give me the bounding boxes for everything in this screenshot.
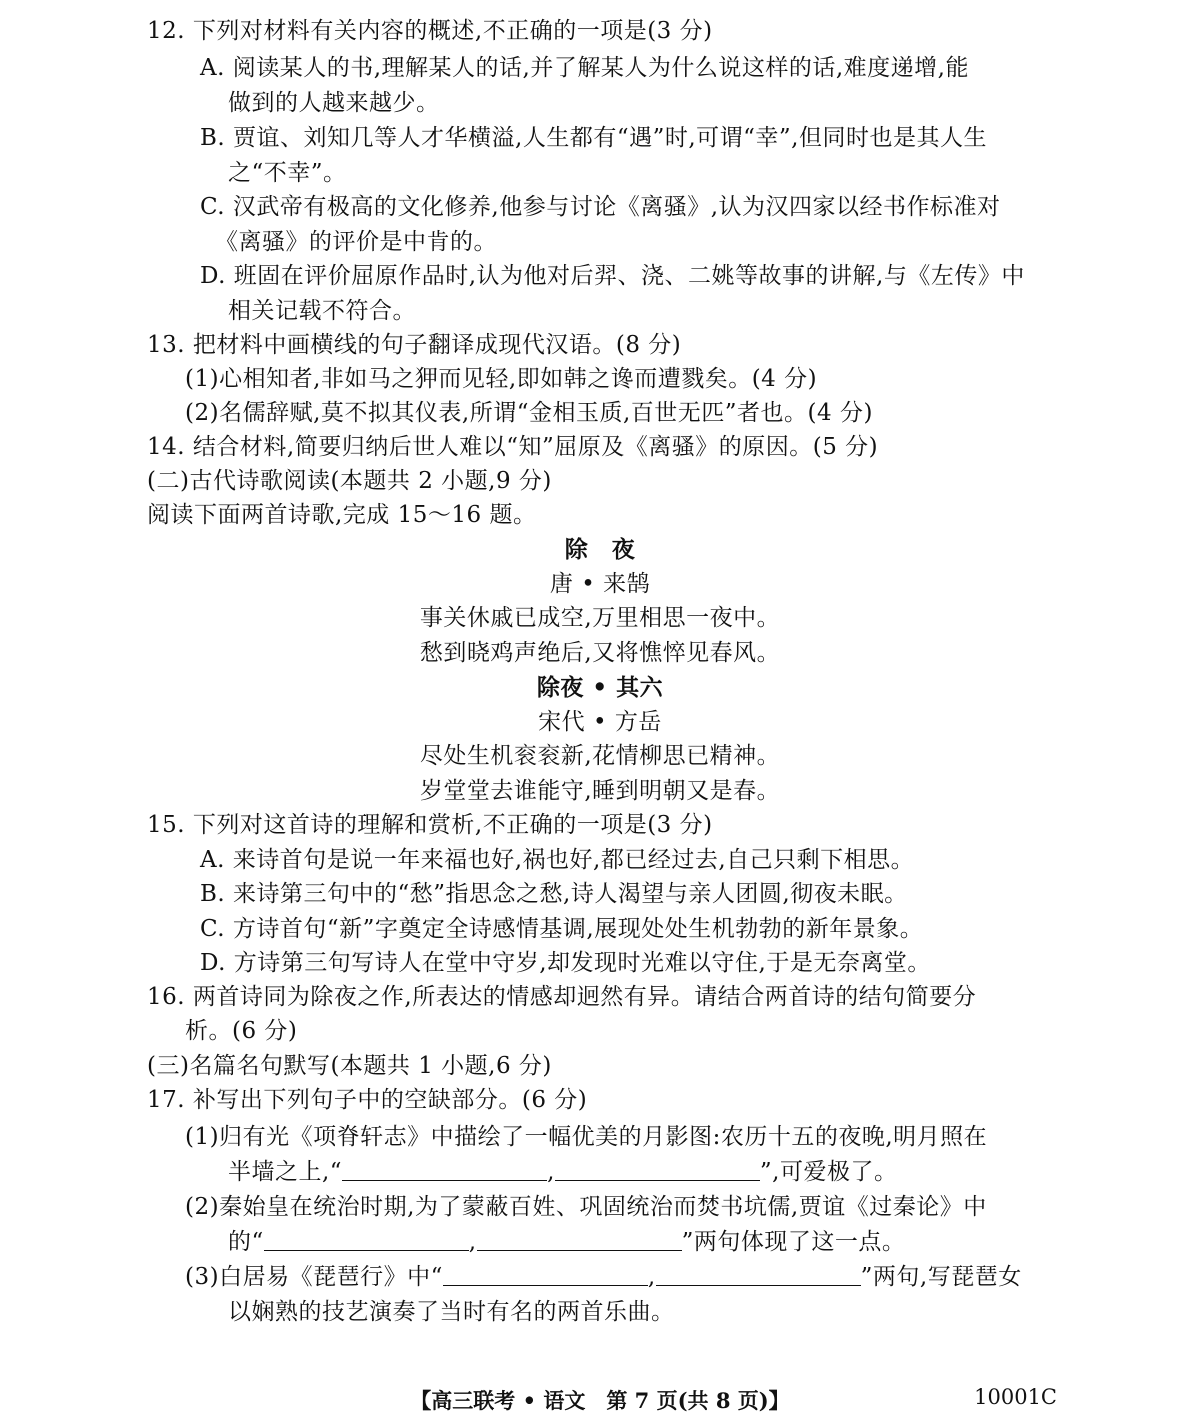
text-segment: (3)白居易《琵琶行》中“ <box>185 1264 443 1290</box>
q13-stem: 13. 把材料中画横线的句子翻译成现代汉语。(8 分) <box>147 332 682 358</box>
fill-blank[interactable] <box>264 1226 469 1251</box>
q15-option-c: C. 方诗首句“新”字奠定全诗感情基调,展现处处生机勃勃的新年景象。 <box>200 916 924 942</box>
q15-stem: 15. 下列对这首诗的理解和赏析,不正确的一项是(3 分) <box>147 812 713 838</box>
text-segment: , <box>547 1159 555 1185</box>
q12-option-b: B. 贾谊、刘知几等人才华横溢,人生都有“遇”时,可谓“幸”,但同时也是其人生 <box>200 125 987 151</box>
text-segment: 的“ <box>228 1229 264 1255</box>
q17-item-1: (1)归有光《项脊轩志》中描绘了一幅优美的月影图:农历十五的夜晚,明月照在 <box>185 1124 988 1150</box>
fill-blank[interactable] <box>477 1226 682 1251</box>
text-segment: , <box>468 1229 477 1255</box>
page-footer <box>0 1385 1200 1415</box>
q15-option-b: B. 来诗第三句中的“愁”指思念之愁,诗人渴望与亲人团圆,彻夜未眠。 <box>200 881 908 907</box>
footer-page-label: 【高三联考 • 语文 第 7 页(共 8 页)】 <box>410 1388 790 1413</box>
q15-option-a: A. 来诗首句是说一年来福也好,祸也好,都已经过去,自己只剩下相思。 <box>200 847 915 873</box>
poem-1-author: 唐 • 来鹄 <box>549 571 651 597</box>
q13-sentence-1: (1)心相知者,非如马之狎而见轻,即如韩之谗而遭戮矣。(4 分) <box>185 366 818 392</box>
q12-option-d-cont: 相关记载不符合。 <box>228 298 416 324</box>
q12-option-c-cont: 《离骚》的评价是中肯的。 <box>215 229 497 255</box>
section-2-heading: (二)古代诗歌阅读(本题共 2 小题,9 分) <box>147 468 552 494</box>
poem-1-line-1: 事关休戚已成空,万里相思一夜中。 <box>419 605 781 631</box>
q12-option-b-cont: 之“不幸”。 <box>228 160 347 186</box>
fill-blank[interactable] <box>342 1156 547 1181</box>
poem-1-line-2: 愁到晓鸡声绝后,又将憔悴见春风。 <box>419 640 781 666</box>
q17-item-3-cont: 以娴熟的技艺演奏了当时有名的两首乐曲。 <box>228 1299 675 1325</box>
text-segment: , <box>647 1264 656 1290</box>
section-2-instruction: 阅读下面两首诗歌,完成 15～16 题。 <box>147 502 537 528</box>
q16-stem-cont: 析。(6 分) <box>185 1018 298 1044</box>
q12-option-a: A. 阅读某人的书,理解某人的话,并了解某人为什么说这样的话,难度递增,能 <box>200 55 969 81</box>
fill-blank[interactable] <box>656 1261 861 1286</box>
q13-sentence-2: (2)名儒辞赋,莫不拟其仪表,所谓“金相玉质,百世无匹”者也。(4 分) <box>185 400 873 426</box>
poem-1-title: 除 夜 <box>564 536 636 563</box>
q17-item-2: (2)秦始皇在统治时期,为了蒙蔽百姓、巩固统治而焚书坑儒,贾谊《过秦论》中 <box>185 1194 987 1220</box>
q12-option-a-cont: 做到的人越来越少。 <box>228 90 440 116</box>
q12-option-d: D. 班固在评价屈原作品时,认为他对后羿、浇、二姚等故事的讲解,与《左传》中 <box>200 263 1025 289</box>
q16-stem: 16. 两首诗同为除夜之作,所表达的情感却迥然有异。请结合两首诗的结句简要分 <box>147 984 977 1010</box>
q14-stem: 14. 结合材料,简要归纳后世人难以“知”屈原及《离骚》的原因。(5 分) <box>147 434 879 460</box>
q17-stem: 17. 补写出下列句子中的空缺部分。(6 分) <box>147 1087 588 1113</box>
q17-item-2-blanks <box>228 1225 905 1259</box>
poem-2-title: 除夜 • 其六 <box>536 674 664 701</box>
poem-2-line-2: 岁堂堂去谁能守,睡到明朝又是春。 <box>419 778 781 804</box>
text-segment: ”,可爱极了。 <box>759 1159 898 1185</box>
poem-2-line-1: 尽处生机衮衮新,花情柳思已精神。 <box>419 743 781 769</box>
fill-blank[interactable] <box>555 1156 760 1181</box>
text-segment: ”两句体现了这一点。 <box>681 1229 906 1255</box>
footer-code: 10001C <box>974 1385 1057 1409</box>
q17-item-3 <box>185 1260 1022 1294</box>
poem-2-author: 宋代 • 方岳 <box>538 709 662 735</box>
q12-stem: 12. 下列对材料有关内容的概述,不正确的一项是(3 分) <box>147 18 713 44</box>
text-segment: ”两句,写琵琶女 <box>860 1264 1022 1290</box>
text-segment: 半墙之上,“ <box>228 1159 343 1185</box>
q15-option-d: D. 方诗第三句写诗人在堂中守岁,却发现时光难以守住,于是无奈离堂。 <box>200 950 931 976</box>
q12-option-c: C. 汉武帝有极高的文化修养,他参与讨论《离骚》,认为汉四家以经书作标准对 <box>200 194 1001 220</box>
q17-item-1-blanks <box>228 1155 897 1189</box>
fill-blank[interactable] <box>443 1261 648 1286</box>
section-3-heading: (三)名篇名句默写(本题共 1 小题,6 分) <box>147 1053 552 1079</box>
